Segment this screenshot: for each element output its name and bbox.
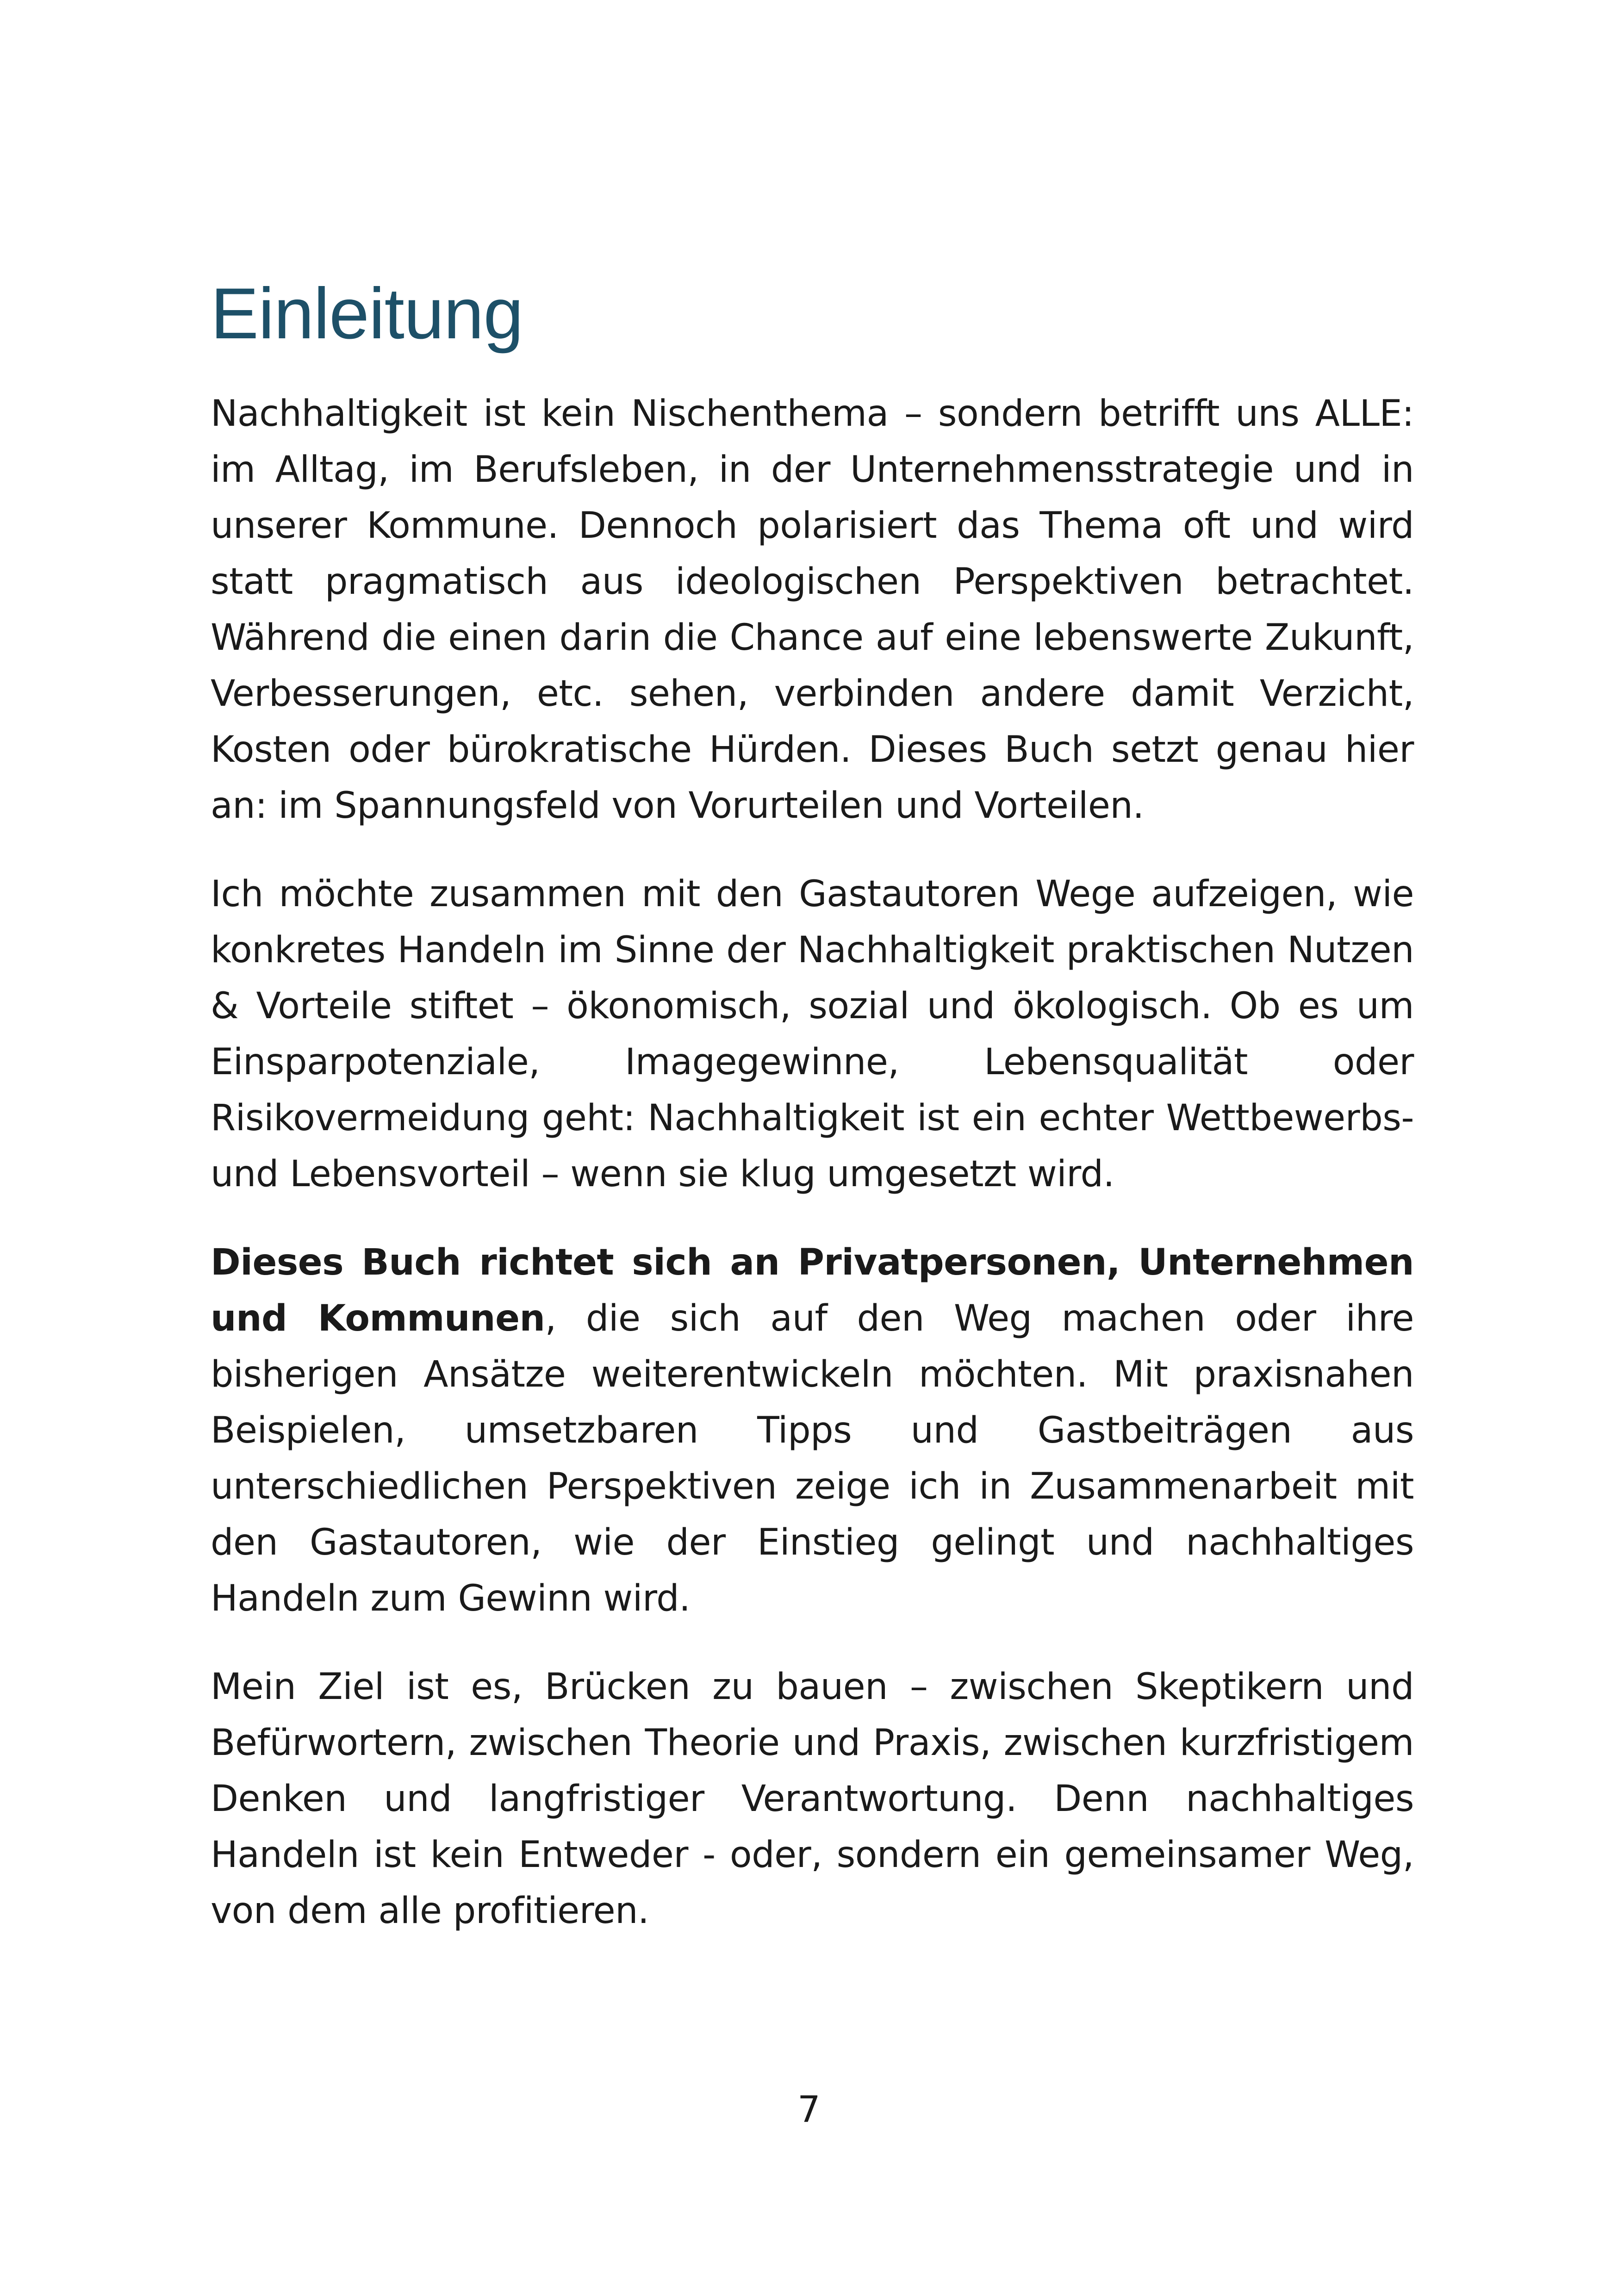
page-number: 7 [797,2089,821,2131]
page-title: Einleitung [211,274,523,354]
paragraph-audience [211,1235,1414,1627]
paragraph-intro: Nachhaltigkeit ist kein Nischenthema – sondern betrifft uns ALLE: im Alltag, im Berufsleben, in der Unternehmensstrategie und in unserer Kommune. Dennoch polarisiert das Thema oft und wird statt pragmatisch aus ideologischen Perspektiven betrachtet. Während die einen darin die Chance auf eine lebenswerte Zukunft, Verbesserungen, etc. sehen, verbinden andere damit Verzicht, Kosten oder bürokratische Hürden. Dieses Buch setzt genau hier an: im Spannungsfeld von Vorurteilen und Vorteilen. [211,393,1414,827]
paragraph-audience-bold: Dieses Buch richtet sich an Privatpersonen, Unternehmen und Kommunen [211,1242,1414,1339]
paragraph-audience-rest: , die sich auf den Weg machen oder ihre bisherigen Ansätze weiterentwickeln möchten. Mit praxisnahen Beispielen, umsetzbaren Tipps und Gastbeiträgen aus unterschiedlichen Perspektiven zeige ich in Zusammenarbeit mit den Gastautoren, wie der Einstieg gelingt und nachhaltiges Handeln zum Gewinn wird. [211,1298,1414,1619]
paragraph-aim: Mein Ziel ist es, Brücken zu bauen – zwischen Skeptikern und Befürwortern, zwischen Theorie und Praxis, zwischen kurzfristigem Denken und langfristiger Verantwortung. Denn nachhaltiges Handeln ist kein Entweder - oder, sondern ein gemeinsamer Weg, von dem alle profitieren. [211,1666,1414,1932]
page-content [211,274,1414,1972]
paragraph-goals: Ich möchte zusammen mit den Gastautoren Wege aufzeigen, wie konkretes Handeln im Sinne der Nachhaltigkeit praktischen Nutzen & Vorteile stiftet – ökonomisch, sozial und ökologisch. Ob es um Einsparpotenziale, Imagegewinne, Lebensqualität oder Risikovermeidung geht: Nachhaltigkeit ist ein echter Wettbewerbs- und Lebensvorteil – wenn sie klug umgesetzt wird. [211,873,1414,1195]
